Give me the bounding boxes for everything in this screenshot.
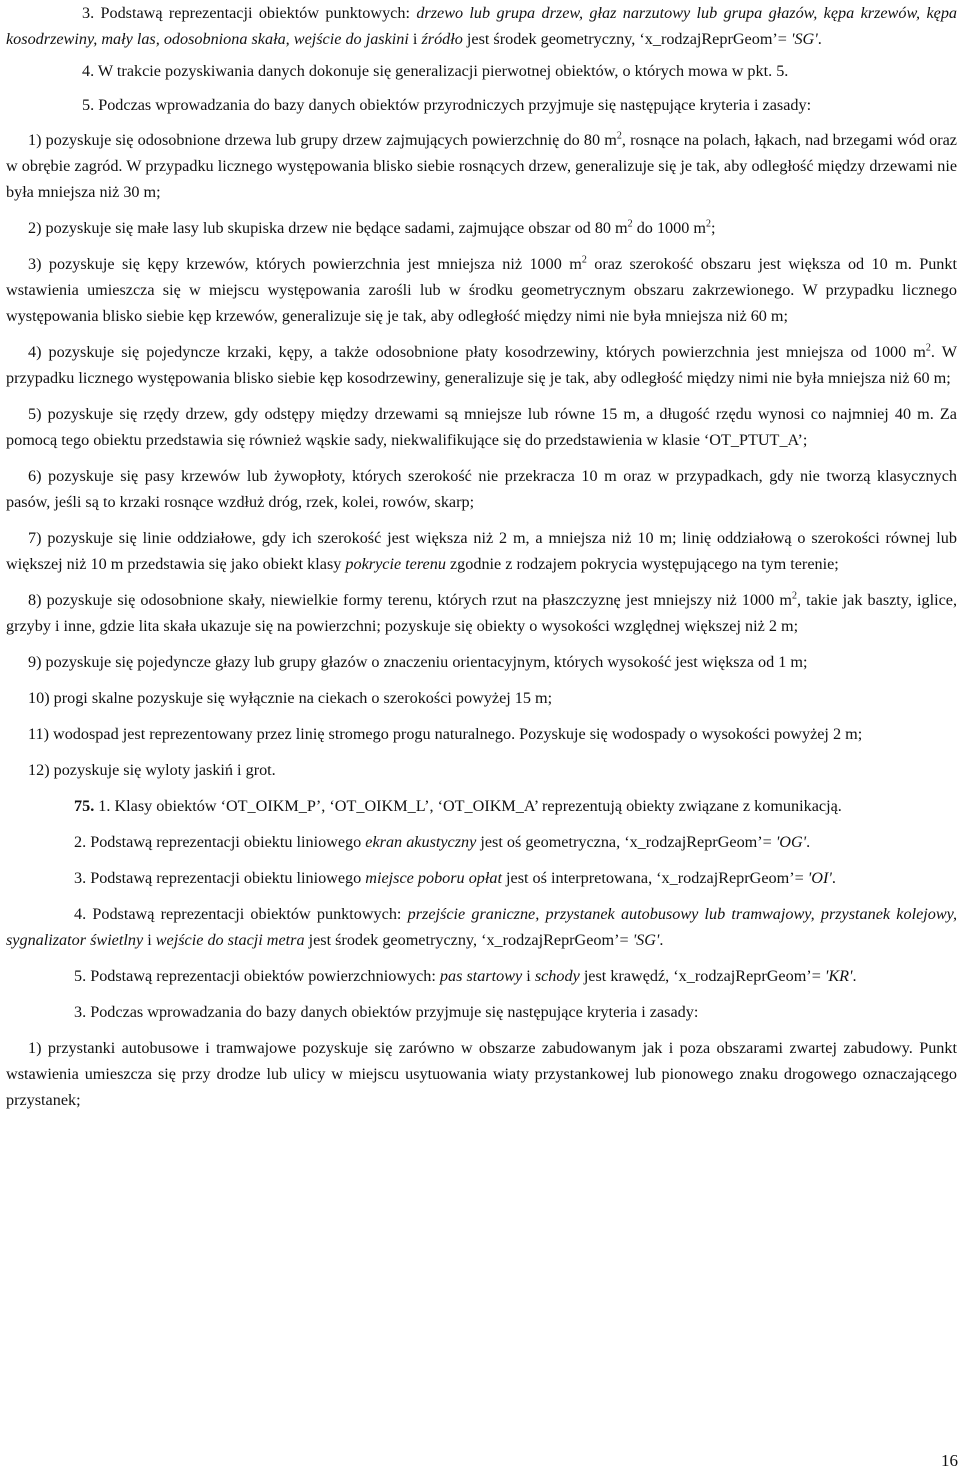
text: 2) pozyskuje się małe lasy lub skupiska drzew nie będące sadami, zajmujące obszar od 80 m	[28, 219, 628, 237]
paragraph-4-transport-points	[6, 901, 957, 953]
superscript: 2	[925, 342, 931, 354]
paragraph-4-generalization: 4. W trakcie pozyskiwania danych dokonuje się generalizacji pierwotnej obiektów, o których mowa w pkt. 5.	[82, 62, 789, 80]
code-value: 'SG'	[790, 30, 818, 48]
list-item-11: 11) wodospad jest reprezentowany przez linię stromego progu naturalnego. Pozyskuje się wodospady o wysokości powyżej 2 m;	[28, 725, 863, 743]
superscript: 2	[581, 254, 587, 266]
text: .	[806, 833, 811, 851]
text: 4) pozyskuje się pojedyncze krzaki, kępy, a także odosobnione płaty kosodrzewiny, których powierzchnia jest mniejsza od 1000 m	[28, 343, 926, 361]
list-item-stops: 1) przystanki autobusowe i tramwajowe pozyskuje się zarówno w obszarze zabudowanym jak i poza obszarami zwartej zabudowy. Punkt wstawienia umieszcza się przy drodze lub ulicy w miejscu usytuowania wiaty przystankowej lub pionowego znaku drogowego oznaczającego przystanek;	[6, 1039, 957, 1109]
code-value: 'OG'	[775, 833, 807, 851]
superscript: 2	[705, 218, 711, 230]
list-item-9: 9) pozyskuje się pojedyncze głazy lub grupy głazów o znaczeniu orientacyjnym, których wysokość jest większa od 1 m;	[28, 653, 808, 671]
code-value: 'OI'	[807, 869, 832, 887]
text: 8) pozyskuje się odosobnione skały, niewielkie formy terenu, których rzut na płaszczyznę jest mniejszy niż 1000 m	[28, 591, 792, 609]
italic-text: przejście graniczne, przystanek autobusowy lub tramwajowy, przystanek kolejowy, sygnalizator świetlny	[6, 905, 957, 949]
text: 2. Podstawą reprezentacji obiektu liniowego	[74, 833, 366, 851]
paragraph-2-noise-barrier	[6, 829, 957, 855]
page-number: 16	[941, 1451, 958, 1470]
list-item-10: 10) progi skalne pozyskuje się wyłącznie na ciekach o szerokości powyżej 15 m;	[28, 689, 553, 707]
text: 1. Klasy obiektów ‘OT_OIKM_P’, ‘OT_OIKM_L’, ‘OT_OIKM_A’ reprezentują obiekty związane z komunikacją.	[94, 797, 842, 815]
text: jest środek geometryczny, ‘x_rodzajReprGeom’=	[462, 30, 791, 48]
section-number: 75.	[74, 797, 95, 815]
paragraph-3-toll-point	[6, 865, 957, 891]
text: i	[522, 967, 535, 985]
superscript: 2	[627, 218, 633, 230]
text: 7) pozyskuje się linie oddziałowe, gdy ich szerokość jest większa niż 2 m, a mniejsza niż 10 m; linię oddziałową o szerokości równej lub większej niż 10 m przedstawia się jako obiekt klasy	[6, 529, 957, 573]
paragraph-3-natural-points	[6, 0, 957, 52]
text: , takie jak baszty, iglice, grzyby i inne, gdzie lita skała ukazuje się na powierzchni; pozyskuje się obiekty o wysokości względnej większej niż 2 m;	[6, 591, 957, 635]
text: oraz szerokość obszaru jest większa od 10 m. Punkt wstawienia umieszcza się w miejscu występowania zarośli lub w środku geometrycznym obszaru zakrzewionego. W przypadku licznego występowania blisko siebie kęp krzewów, generalizuje się je tak, aby odległość między nimi nie była mniejsza niż 60 m;	[6, 255, 957, 325]
text: , rosnące na polach, łąkach, nad brzegami wód oraz w obrębie zagród. W przypadku licznego występowania blisko siebie rosnących drzew, generalizuje się je tak, aby odległość między drzewami nie była mniejsza niż 30 m;	[6, 131, 957, 201]
italic-text: wejście do stacji metra	[155, 931, 305, 949]
superscript: 2	[791, 590, 797, 602]
text: 1) pozyskuje się odosobnione drzewa lub grupy drzew zajmujących powierzchnię do 80 m	[28, 131, 617, 149]
italic-text: schody	[534, 967, 580, 985]
italic-text: miejsce poboru opłat	[365, 869, 502, 887]
italic-text: pokrycie terenu	[345, 555, 446, 573]
section-75-heading	[6, 793, 957, 819]
list-item-4	[6, 339, 957, 391]
italic-text: drzewo lub grupa drzew, głaz narzutowy lub grupa głazów, kępa krzewów, kępa kosodrzewiny, mały las, odosobniona skała, wejście do jaskini	[6, 4, 958, 48]
text: .	[831, 869, 836, 887]
paragraph-5-areas	[6, 963, 957, 989]
document-page	[6, 0, 957, 1113]
italic-text: pas startowy	[439, 967, 523, 985]
text: .	[659, 931, 664, 949]
text: i	[408, 30, 422, 48]
text: jest oś geometryczna, ‘x_rodzajReprGeom’=	[476, 833, 776, 851]
paragraph-5-criteria: 5. Podczas wprowadzania do bazy danych obiektów przyrodniczych przyjmuje się następujące kryteria i zasady:	[82, 96, 812, 114]
list-item-12: 12) pozyskuje się wyloty jaskiń i grot.	[28, 761, 276, 779]
text: 3. Podstawą reprezentacji obiektów punktowych:	[82, 4, 417, 22]
text: zgodnie z rodzajem pokrycia występującego na tym terenie;	[445, 555, 839, 573]
paragraph-3-criteria: 3. Podczas wprowadzania do bazy danych obiektów przyjmuje się następujące kryteria i zasady:	[74, 1003, 699, 1021]
text: .	[852, 967, 857, 985]
code-value: 'KR'	[824, 967, 853, 985]
text: 5. Podstawą reprezentacji obiektów powierzchniowych:	[74, 967, 440, 985]
list-item-2	[6, 215, 957, 241]
text: jest krawędź, ‘x_rodzajReprGeom’=	[579, 967, 825, 985]
text: ;	[710, 219, 716, 237]
text: jest środek geometryczny, ‘x_rodzajReprGeom’=	[304, 931, 633, 949]
text: i	[143, 931, 156, 949]
superscript: 2	[616, 130, 622, 142]
list-item-7	[6, 525, 957, 577]
text: do 1000 m	[632, 219, 706, 237]
text: 3) pozyskuje się kępy krzewów, których powierzchnia jest mniejsza niż 1000 m	[28, 255, 582, 273]
text: jest oś interpretowana, ‘x_rodzajReprGeom’=	[501, 869, 808, 887]
code-value: 'SG'	[632, 931, 660, 949]
text: . W przypadku licznego występowania blisko siebie kęp kosodrzewiny, generalizuje się je tak, aby odległość między nimi nie była mniejsza niż 60 m;	[6, 343, 957, 387]
list-item-6: 6) pozyskuje się pasy krzewów lub żywopłoty, których szerokość nie przekracza 10 m oraz w przypadkach, gdy nie tworzą klasycznych pasów, jeśli są to krzaki rosnące wzdłuż dróg, rzek, kolei, rowów, skarp;	[6, 467, 957, 511]
list-item-8	[6, 587, 957, 639]
list-item-1	[6, 127, 957, 205]
text: 3. Podstawą reprezentacji obiektu liniowego	[74, 869, 366, 887]
text: .	[817, 30, 822, 48]
italic-text: źródło	[421, 30, 463, 48]
list-item-3	[6, 251, 957, 329]
text: 4. Podstawą reprezentacji obiektów punktowych:	[74, 905, 408, 923]
list-item-5: 5) pozyskuje się rzędy drzew, gdy odstępy między drzewami są mniejsze lub równe 15 m, a długość rzędu wynosi co najmniej 40 m. Za pomocą tego obiektu przedstawia się również wąskie sady, niekwalifikujące się do przedstawienia w klasie ‘OT_PTUT_A’;	[6, 405, 957, 449]
italic-text: ekran akustyczny	[365, 833, 477, 851]
